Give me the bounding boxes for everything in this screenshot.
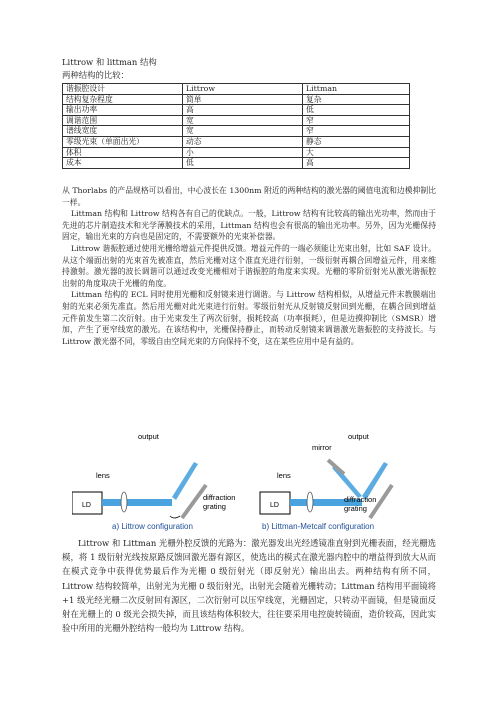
doc-title: Littrow 和 littman 结构 [62, 57, 157, 67]
table-cell: 成本 [63, 158, 183, 169]
lens-shape [121, 492, 127, 512]
table-header-row [63, 84, 410, 95]
beam-path [102, 499, 172, 506]
lens-label: lens [277, 471, 291, 480]
doc-subtitle: 两种结构的比较： [62, 70, 129, 80]
table-cell: 小 [183, 147, 303, 158]
paragraph-block [62, 185, 436, 347]
paragraph: Littman 结构的 ECL 同时使用光栅和反射镜来进行调谐。与 Littrow 结构相似，从增益元件末教膜端出射的光束必须先准直。然后用光栅对此光束进行衍射。零级衍射光从反射镜反射回到光栅，在耦合回到增益元件前发生第二次衍射。由于光束发生了两次衍射，损耗较高（功率损耗），但是边摸抑制比（SMSR）增加，产生了更窄线宽的激光。在该结构中，光栅保持静止，而转动反射镜来调谐激光谐振腔的支持波长。与 Littrow 激光器不同，零级自由空间光束的方向保持不变，这在某些应用中是有益的。 [62, 290, 436, 346]
paragraph: Littman 结构和 Littrow 结构各有自己的优缺点。一般，Littrow 结构有比较高的输出光功率，然而由于先进的芯片制造技术和光学薄膜技术的采用，Littman 结构也会有很高的输出光功率。另外，因为光栅保持固定，输出光束的方向也是固定的，不需要额外的光束补偿器。 [62, 209, 436, 242]
table-cell: 调谐范围 [63, 115, 183, 126]
table-cell: 低 [183, 158, 303, 169]
body-paragraph: Littrow 和 Littman 光栅外腔反馈的光路为：激光器发出光经透镜准直射到光栅表面，经光栅选模，将 1 级衍射光线按原路反馈回激光器有源区，使选出的模式在激光器内腔中的增益得到放大从而在模式竞争中获得优势最后作为光栅 0 级衍射光（即反射光）输出出去。两种结构有所不同，Littrow 结构较简单，出射光为光栅 0 级衍射光，出射光会随着光栅转动；Littman 结构用平面镜将+1 级光经光栅二次反射回有源区，二次衍射可以压窄线宽，光栅固定，只转动平面镜，但是镜面反射在光栅上的 0 级光会损失掉，而且该结构体积较大，往往要采用电控旋转镜面，造价较高，因此实验中所用的光栅外腔结构一般均为 Littrow 结构。 [62, 538, 436, 634]
output-label: output [348, 432, 369, 441]
table-cell: Littman [303, 84, 410, 95]
grating-label: grating [203, 502, 226, 511]
mirror-label: mirror [312, 443, 332, 452]
table-row [63, 147, 410, 158]
output-beam [172, 462, 198, 500]
paragraph: 从 Thorlabs 的产品规格可以看出，中心波长在 1300nm 附近的两种结构的激光器的阈值电流和边模抑制比一样。 [62, 186, 436, 207]
table-row [63, 136, 410, 147]
table-cell: 简单 [183, 94, 303, 105]
table-cell: 动态 [183, 136, 303, 147]
table-cell: 零级光束（单面出光） [63, 136, 183, 147]
output-label: output [138, 432, 159, 441]
table-row [63, 115, 410, 126]
table-cell: 结构复杂程度 [63, 94, 183, 105]
table-cell: 窄 [303, 115, 410, 126]
table-cell: 宽 [183, 115, 303, 126]
table-cell: 输出功率 [63, 105, 183, 116]
table-cell: 宽 [183, 126, 303, 137]
table-cell: 体积 [63, 147, 183, 158]
littman-diagram [260, 432, 392, 518]
table-cell: 复杂 [303, 94, 410, 105]
table-cell: 谐振腔设计 [63, 84, 183, 95]
comparison-table [62, 83, 410, 169]
table-row [63, 94, 410, 105]
ld-label: LD [82, 502, 91, 509]
table-cell: 低 [303, 105, 410, 116]
grating-label: grating [344, 504, 367, 513]
table-cell: 谱线宽度 [63, 126, 183, 137]
caption-littman: b) Littman-Metcalf configuration [262, 522, 375, 531]
littrow-diagram [72, 432, 235, 518]
paragraph: Littrow 谐振腔通过使用光栅给增益元件提供反馈。增益元件的一端必须能让光束出射，比如 SAF 设计。从这个端面出射的光束首先被准直，然后光栅对这个准直光进行衍射，一级衍射再耦合回增益元件，用来维持激射。激光器的波长调谐可以通过改变光栅相对于谐振腔的角度来实现。光栅的零阶衍射光从激光谐振腔出射的角度取决于光栅的角度。 [62, 243, 436, 288]
table-cell: 高 [303, 158, 410, 169]
rotate-arrow-icon [170, 516, 180, 518]
lens-shape [307, 492, 313, 512]
ld-label: LD [270, 502, 279, 509]
table-cell: 大 [303, 147, 410, 158]
lens-label: lens [96, 471, 110, 480]
table-row [63, 158, 410, 169]
diffraction-label: diffraction [344, 495, 377, 504]
diffraction-label: diffraction [203, 493, 236, 502]
body-text-block [62, 536, 436, 635]
table-row [63, 126, 410, 137]
table-cell: 高 [183, 105, 303, 116]
table-cell: 静态 [303, 136, 410, 147]
table-cell: 窄 [303, 126, 410, 137]
table-row [63, 105, 410, 116]
configuration-figure [72, 430, 402, 522]
table-cell: Littrow [183, 84, 303, 95]
caption-littrow: a) Littrow configuration [112, 522, 193, 531]
